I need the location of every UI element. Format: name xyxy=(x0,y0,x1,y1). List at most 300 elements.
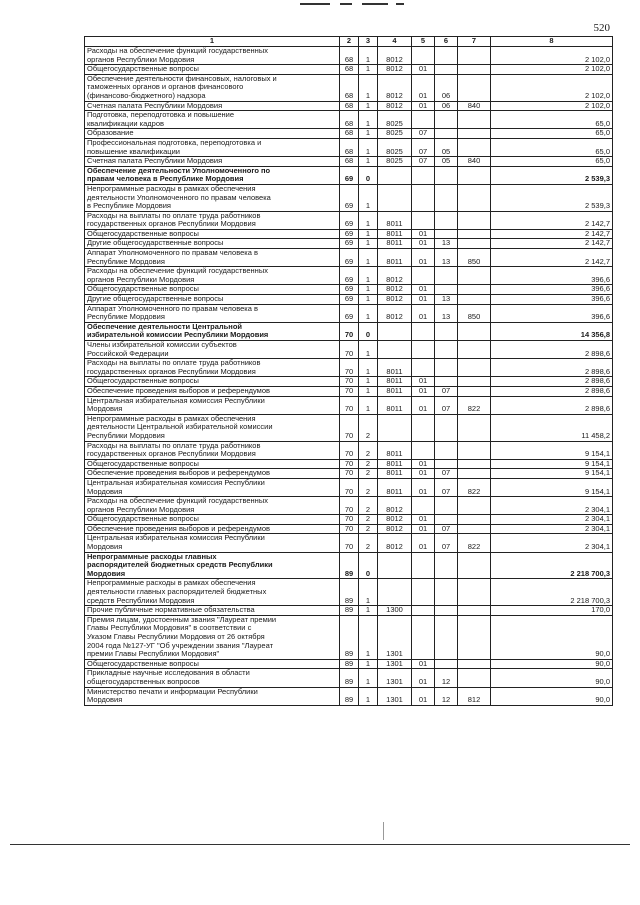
row-name: Центральная избирательная комиссия Республики Мордовия xyxy=(85,478,340,496)
code-cell: 70 xyxy=(340,441,359,459)
code-cell: 13 xyxy=(435,295,458,305)
row-name: Премия лицам, удостоенным звания "Лауреат премии Главы Республики Мордовия" в соответствии с Указом Главы Республики Мордовия от 26 октября 2004 года №127-УГ "Об учреждении звания "Лауреат премии Главы Республики Мордовия" xyxy=(85,615,340,659)
code-cell: 1 xyxy=(359,304,378,322)
header-cell: 8 xyxy=(491,37,613,47)
code-cell: 07 xyxy=(412,138,435,156)
table-row xyxy=(85,615,613,659)
code-cell: 05 xyxy=(435,138,458,156)
amount-cell: 2 142,7 xyxy=(491,229,613,239)
row-name: Непрограммные расходы в рамках обеспечения деятельности Уполномоченного по правам человека в Республике Мордовия xyxy=(85,184,340,211)
row-name: Общегосударственные вопросы xyxy=(85,229,340,239)
code-cell: 68 xyxy=(340,138,359,156)
code-cell: 68 xyxy=(340,111,359,129)
code-cell: 07 xyxy=(435,534,458,552)
code-cell: 1 xyxy=(359,184,378,211)
amount-cell: 2 304,1 xyxy=(491,524,613,534)
amount-cell: 2 102,0 xyxy=(491,47,613,65)
amount-cell: 2 304,1 xyxy=(491,497,613,515)
code-cell: 1300 xyxy=(378,606,412,616)
code-cell xyxy=(378,414,412,441)
code-cell: 68 xyxy=(340,129,359,139)
code-cell: 1 xyxy=(359,341,378,359)
code-cell: 07 xyxy=(435,396,458,414)
table-row xyxy=(85,687,613,705)
code-cell xyxy=(435,359,458,377)
code-cell xyxy=(412,111,435,129)
amount-cell: 2 898,6 xyxy=(491,386,613,396)
code-cell xyxy=(458,377,491,387)
row-name: Обеспечение деятельности финансовых, налоговых и таможенных органов и органов финансового (финансово-бюджетного) надзора xyxy=(85,74,340,101)
amount-cell: 65,0 xyxy=(491,129,613,139)
code-cell: 01 xyxy=(412,74,435,101)
amount-cell: 2 142,7 xyxy=(491,249,613,267)
code-cell xyxy=(458,615,491,659)
code-cell xyxy=(458,441,491,459)
code-cell xyxy=(435,659,458,669)
amount-cell: 2 142,7 xyxy=(491,239,613,249)
table-row xyxy=(85,211,613,229)
code-cell xyxy=(458,322,491,340)
code-cell: 8011 xyxy=(378,469,412,479)
header-cell: 1 xyxy=(85,37,340,47)
code-cell xyxy=(435,211,458,229)
code-cell xyxy=(458,341,491,359)
code-cell xyxy=(458,74,491,101)
row-name: Счетная палата Республики Мордовия xyxy=(85,101,340,111)
code-cell: 69 xyxy=(340,295,359,305)
code-cell: 01 xyxy=(412,239,435,249)
code-cell: 0 xyxy=(359,552,378,579)
code-cell: 12 xyxy=(435,687,458,705)
code-cell xyxy=(458,459,491,469)
table-row xyxy=(85,441,613,459)
code-cell xyxy=(458,111,491,129)
code-cell: 2 xyxy=(359,478,378,496)
code-cell xyxy=(458,469,491,479)
amount-cell: 2 218 700,3 xyxy=(491,552,613,579)
row-name: Подготовка, переподготовка и повышение квалификации кадров xyxy=(85,111,340,129)
code-cell: 8012 xyxy=(378,74,412,101)
code-cell: 8011 xyxy=(378,359,412,377)
amount-cell: 2 539,3 xyxy=(491,166,613,184)
row-name: Обеспечение проведения выборов и референдумов xyxy=(85,386,340,396)
code-cell: 812 xyxy=(458,687,491,705)
code-cell: 1 xyxy=(359,687,378,705)
code-cell xyxy=(458,606,491,616)
code-cell: 69 xyxy=(340,239,359,249)
code-cell: 8025 xyxy=(378,157,412,167)
code-cell: 07 xyxy=(435,478,458,496)
code-cell xyxy=(435,341,458,359)
code-cell: 70 xyxy=(340,414,359,441)
code-cell xyxy=(412,441,435,459)
code-cell xyxy=(378,579,412,606)
amount-cell: 9 154,1 xyxy=(491,441,613,459)
code-cell: 8011 xyxy=(378,239,412,249)
amount-cell: 11 458,2 xyxy=(491,414,613,441)
code-cell: 1301 xyxy=(378,669,412,687)
code-cell: 01 xyxy=(412,295,435,305)
code-cell: 2 xyxy=(359,524,378,534)
code-cell: 70 xyxy=(340,341,359,359)
code-cell xyxy=(378,184,412,211)
code-cell: 89 xyxy=(340,552,359,579)
code-cell: 1 xyxy=(359,129,378,139)
code-cell: 06 xyxy=(435,101,458,111)
code-cell: 1 xyxy=(359,615,378,659)
code-cell: 07 xyxy=(435,469,458,479)
table-row xyxy=(85,304,613,322)
code-cell: 8012 xyxy=(378,524,412,534)
code-cell xyxy=(412,47,435,65)
code-cell: 8011 xyxy=(378,229,412,239)
row-name: Центральная избирательная комиссия Республики Мордовия xyxy=(85,534,340,552)
table-row xyxy=(85,497,613,515)
table-row xyxy=(85,295,613,305)
code-cell: 840 xyxy=(458,157,491,167)
amount-cell: 90,0 xyxy=(491,659,613,669)
table-row xyxy=(85,534,613,552)
code-cell xyxy=(458,359,491,377)
code-cell: 07 xyxy=(435,524,458,534)
code-cell: 8025 xyxy=(378,111,412,129)
table-row xyxy=(85,552,613,579)
row-name: Профессиональная подготовка, переподготовка и повышение квалификации xyxy=(85,138,340,156)
row-name: Непрограммные расходы в рамках обеспечения деятельности главных распорядителей бюджетных средств Республики Мордовия xyxy=(85,579,340,606)
code-cell: 12 xyxy=(435,669,458,687)
code-cell: 8012 xyxy=(378,295,412,305)
code-cell: 1 xyxy=(359,249,378,267)
code-cell xyxy=(435,515,458,525)
code-cell: 70 xyxy=(340,515,359,525)
code-cell xyxy=(412,267,435,285)
amount-cell: 9 154,1 xyxy=(491,478,613,496)
code-cell: 05 xyxy=(435,157,458,167)
code-cell: 89 xyxy=(340,606,359,616)
amount-cell: 65,0 xyxy=(491,111,613,129)
table-row xyxy=(85,267,613,285)
code-cell: 07 xyxy=(412,129,435,139)
row-name: Другие общегосударственные вопросы xyxy=(85,239,340,249)
code-cell: 68 xyxy=(340,47,359,65)
scan-artifact xyxy=(300,2,410,6)
code-cell: 69 xyxy=(340,285,359,295)
code-cell: 1 xyxy=(359,229,378,239)
code-cell: 70 xyxy=(340,396,359,414)
table-row xyxy=(85,322,613,340)
table-row xyxy=(85,515,613,525)
code-cell: 8011 xyxy=(378,441,412,459)
amount-cell: 65,0 xyxy=(491,157,613,167)
code-cell: 69 xyxy=(340,249,359,267)
code-cell: 1 xyxy=(359,606,378,616)
code-cell: 07 xyxy=(412,157,435,167)
table-row xyxy=(85,138,613,156)
amount-cell: 2 102,0 xyxy=(491,101,613,111)
code-cell: 70 xyxy=(340,524,359,534)
code-cell xyxy=(458,524,491,534)
code-cell: 68 xyxy=(340,157,359,167)
amount-cell: 396,6 xyxy=(491,295,613,305)
header-cell: 6 xyxy=(435,37,458,47)
table-row xyxy=(85,359,613,377)
code-cell: 8025 xyxy=(378,129,412,139)
amount-cell: 2 898,6 xyxy=(491,377,613,387)
row-name: Другие общегосударственные вопросы xyxy=(85,295,340,305)
code-cell: 1 xyxy=(359,377,378,387)
amount-cell: 396,6 xyxy=(491,285,613,295)
code-cell: 1 xyxy=(359,211,378,229)
code-cell xyxy=(412,497,435,515)
row-name: Образование xyxy=(85,129,340,139)
amount-cell: 9 154,1 xyxy=(491,469,613,479)
code-cell xyxy=(412,322,435,340)
amount-cell: 14 356,8 xyxy=(491,322,613,340)
code-cell: 69 xyxy=(340,184,359,211)
code-cell: 01 xyxy=(412,659,435,669)
code-cell: 70 xyxy=(340,497,359,515)
code-cell xyxy=(458,65,491,75)
code-cell: 8012 xyxy=(378,101,412,111)
code-cell xyxy=(458,386,491,396)
code-cell xyxy=(435,267,458,285)
bottom-rule xyxy=(10,844,630,845)
code-cell: 1 xyxy=(359,239,378,249)
code-cell: 2 xyxy=(359,459,378,469)
row-name: Аппарат Уполномоченного по правам человека в Республике Мордовия xyxy=(85,249,340,267)
amount-cell: 90,0 xyxy=(491,687,613,705)
code-cell: 2 xyxy=(359,441,378,459)
row-name: Расходы на выплаты по оплате труда работников государственных органов Республики Мордовия xyxy=(85,441,340,459)
table-row xyxy=(85,111,613,129)
code-cell xyxy=(378,341,412,359)
code-cell: 69 xyxy=(340,229,359,239)
code-cell: 1 xyxy=(359,396,378,414)
code-cell: 01 xyxy=(412,65,435,75)
code-cell: 07 xyxy=(435,386,458,396)
table-row xyxy=(85,166,613,184)
code-cell: 1 xyxy=(359,101,378,111)
code-cell: 06 xyxy=(435,74,458,101)
code-cell: 822 xyxy=(458,396,491,414)
code-cell: 68 xyxy=(340,101,359,111)
table-body xyxy=(85,47,613,706)
table-row xyxy=(85,579,613,606)
code-cell xyxy=(458,579,491,606)
code-cell: 1 xyxy=(359,579,378,606)
row-name: Прочие публичные нормативные обязательства xyxy=(85,606,340,616)
row-name: Расходы на выплаты по оплате труда работников государственных органов Республики Мордовия xyxy=(85,359,340,377)
header-cell: 7 xyxy=(458,37,491,47)
code-cell xyxy=(412,579,435,606)
row-name: Общегосударственные вопросы xyxy=(85,285,340,295)
row-name: Обеспечение деятельности Центральной избирательной комиссии Республики Мордовия xyxy=(85,322,340,340)
code-cell: 70 xyxy=(340,377,359,387)
code-cell: 2 xyxy=(359,515,378,525)
code-cell: 69 xyxy=(340,166,359,184)
code-cell xyxy=(412,615,435,659)
code-cell xyxy=(435,111,458,129)
code-cell: 8012 xyxy=(378,47,412,65)
code-cell xyxy=(412,184,435,211)
code-cell: 8011 xyxy=(378,459,412,469)
code-cell xyxy=(435,166,458,184)
amount-cell: 90,0 xyxy=(491,615,613,659)
amount-cell: 2 102,0 xyxy=(491,74,613,101)
row-name: Члены избирательной комиссии субъектов Российской Федерации xyxy=(85,341,340,359)
code-cell: 68 xyxy=(340,65,359,75)
code-cell: 850 xyxy=(458,304,491,322)
amount-cell: 2 898,6 xyxy=(491,359,613,377)
code-cell: 01 xyxy=(412,534,435,552)
code-cell: 01 xyxy=(412,249,435,267)
code-cell: 8012 xyxy=(378,304,412,322)
code-cell xyxy=(412,341,435,359)
code-cell: 8011 xyxy=(378,478,412,496)
code-cell: 1 xyxy=(359,659,378,669)
amount-cell: 170,0 xyxy=(491,606,613,616)
code-cell xyxy=(435,441,458,459)
table-row xyxy=(85,249,613,267)
row-name: Расходы на выплаты по оплате труда работников государственных органов Республики Мордовия xyxy=(85,211,340,229)
code-cell: 8012 xyxy=(378,497,412,515)
table-row xyxy=(85,478,613,496)
row-name: Расходы на обеспечение функций государственных органов Республики Мордовия xyxy=(85,497,340,515)
code-cell: 8011 xyxy=(378,396,412,414)
code-cell xyxy=(412,606,435,616)
code-cell: 70 xyxy=(340,478,359,496)
table-row xyxy=(85,386,613,396)
code-cell: 01 xyxy=(412,469,435,479)
code-cell xyxy=(435,129,458,139)
code-cell: 1 xyxy=(359,359,378,377)
code-cell: 8011 xyxy=(378,211,412,229)
row-name: Обеспечение проведения выборов и референдумов xyxy=(85,524,340,534)
row-name: Общегосударственные вопросы xyxy=(85,659,340,669)
code-cell xyxy=(435,579,458,606)
code-cell: 8012 xyxy=(378,515,412,525)
code-cell xyxy=(435,606,458,616)
row-name: Расходы на обеспечение функций государственных органов Республики Мордовия xyxy=(85,47,340,65)
code-cell: 69 xyxy=(340,267,359,285)
code-cell: 2 xyxy=(359,414,378,441)
code-cell: 01 xyxy=(412,304,435,322)
page-number: 520 xyxy=(593,22,610,34)
code-cell: 1301 xyxy=(378,615,412,659)
code-cell: 850 xyxy=(458,249,491,267)
margin-mark xyxy=(383,822,384,840)
code-cell xyxy=(435,414,458,441)
code-cell: 68 xyxy=(340,74,359,101)
code-cell xyxy=(435,615,458,659)
code-cell: 822 xyxy=(458,534,491,552)
row-name: Аппарат Уполномоченного по правам человека в Республике Мордовия xyxy=(85,304,340,322)
table-row xyxy=(85,184,613,211)
code-cell xyxy=(412,166,435,184)
row-name: Прикладные научные исследования в области общегосударственных вопросов xyxy=(85,669,340,687)
table-row xyxy=(85,157,613,167)
code-cell: 70 xyxy=(340,359,359,377)
amount-cell: 65,0 xyxy=(491,138,613,156)
code-cell xyxy=(378,552,412,579)
code-cell: 70 xyxy=(340,534,359,552)
code-cell xyxy=(435,322,458,340)
table-row xyxy=(85,669,613,687)
row-name: Счетная палата Республики Мордовия xyxy=(85,157,340,167)
code-cell: 1 xyxy=(359,138,378,156)
code-cell: 01 xyxy=(412,396,435,414)
table-row xyxy=(85,469,613,479)
table-row xyxy=(85,129,613,139)
row-name: Министерство печати и информации Республики Мордовия xyxy=(85,687,340,705)
code-cell: 70 xyxy=(340,459,359,469)
amount-cell: 2 218 700,3 xyxy=(491,579,613,606)
code-cell: 2 xyxy=(359,534,378,552)
code-cell xyxy=(458,184,491,211)
amount-cell: 2 304,1 xyxy=(491,515,613,525)
code-cell xyxy=(458,669,491,687)
amount-cell: 90,0 xyxy=(491,669,613,687)
code-cell: 1301 xyxy=(378,659,412,669)
code-cell xyxy=(458,211,491,229)
amount-cell: 2 898,6 xyxy=(491,341,613,359)
header-cell: 4 xyxy=(378,37,412,47)
code-cell: 89 xyxy=(340,615,359,659)
code-cell: 8012 xyxy=(378,65,412,75)
code-cell: 1 xyxy=(359,267,378,285)
code-cell xyxy=(435,47,458,65)
amount-cell: 2 142,7 xyxy=(491,211,613,229)
code-cell xyxy=(458,659,491,669)
code-cell xyxy=(412,414,435,441)
code-cell: 13 xyxy=(435,304,458,322)
code-cell: 8012 xyxy=(378,285,412,295)
code-cell: 8011 xyxy=(378,249,412,267)
code-cell: 01 xyxy=(412,478,435,496)
code-cell xyxy=(412,359,435,377)
code-cell: 0 xyxy=(359,166,378,184)
code-cell: 01 xyxy=(412,515,435,525)
table-row xyxy=(85,47,613,65)
row-name: Расходы на обеспечение функций государственных органов Республики Мордовия xyxy=(85,267,340,285)
code-cell xyxy=(435,552,458,579)
code-cell: 8011 xyxy=(378,377,412,387)
code-cell: 01 xyxy=(412,524,435,534)
code-cell: 70 xyxy=(340,386,359,396)
code-cell xyxy=(458,295,491,305)
code-cell: 89 xyxy=(340,579,359,606)
code-cell: 01 xyxy=(412,687,435,705)
code-cell: 840 xyxy=(458,101,491,111)
row-name: Общегосударственные вопросы xyxy=(85,65,340,75)
code-cell xyxy=(435,65,458,75)
code-cell xyxy=(458,239,491,249)
code-cell xyxy=(458,47,491,65)
code-cell: 1 xyxy=(359,74,378,101)
table-row xyxy=(85,341,613,359)
table-row xyxy=(85,414,613,441)
code-cell: 01 xyxy=(412,101,435,111)
header-cell: 2 xyxy=(340,37,359,47)
code-cell: 89 xyxy=(340,687,359,705)
amount-cell: 9 154,1 xyxy=(491,459,613,469)
code-cell: 01 xyxy=(412,285,435,295)
code-cell: 8011 xyxy=(378,386,412,396)
code-cell xyxy=(458,552,491,579)
code-cell: 01 xyxy=(412,669,435,687)
code-cell: 13 xyxy=(435,239,458,249)
code-cell: 1 xyxy=(359,386,378,396)
